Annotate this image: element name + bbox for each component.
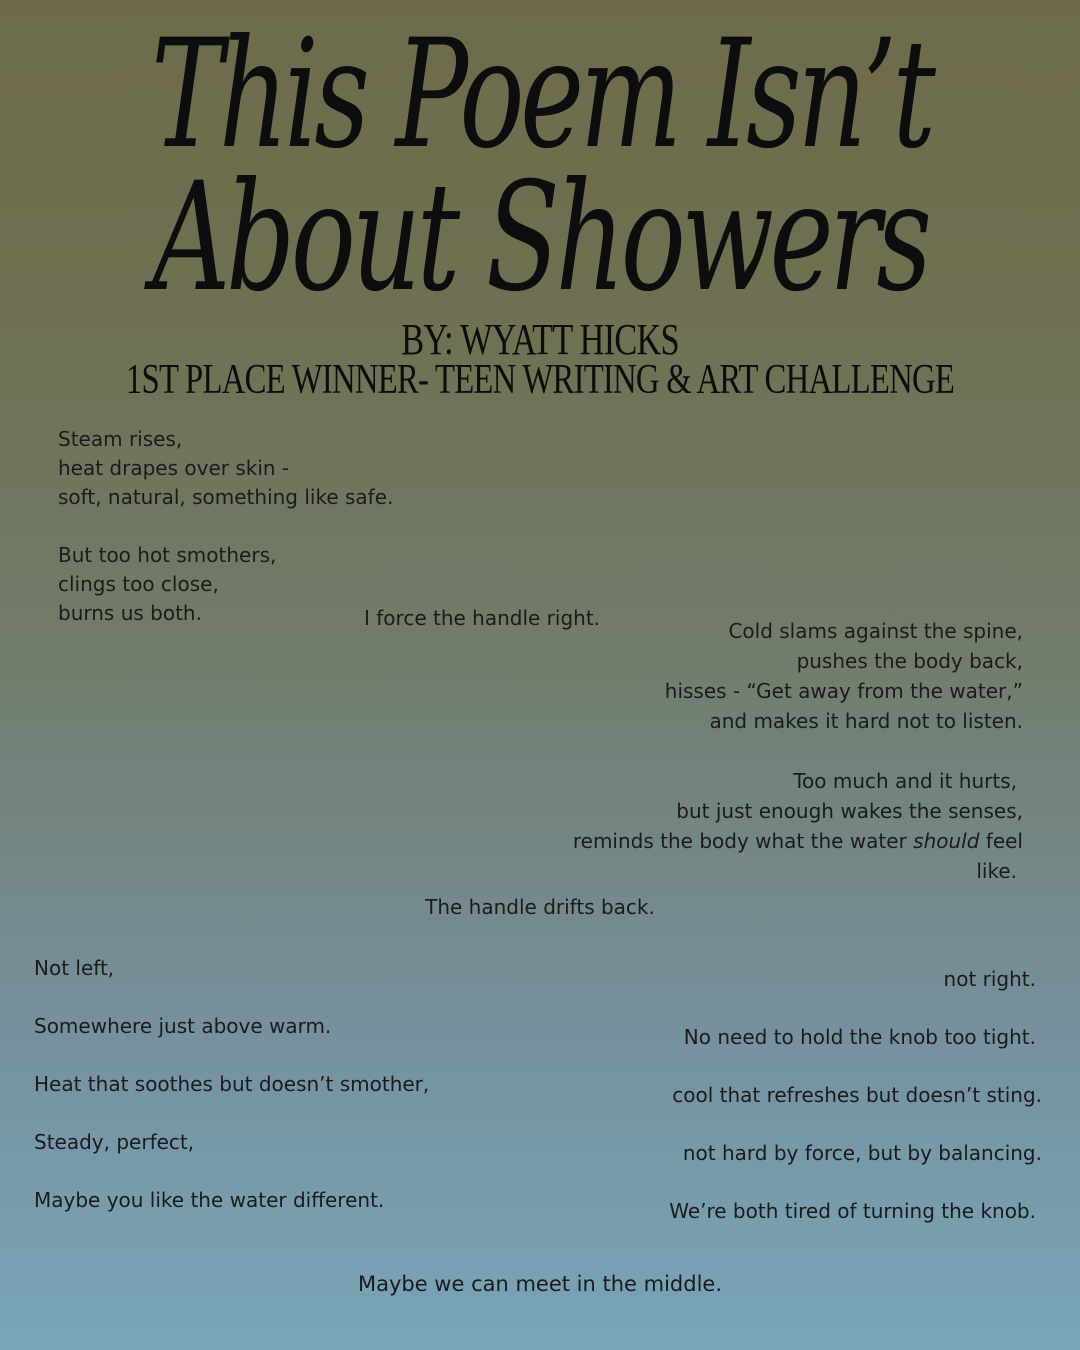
poem-line: Steam rises, (58, 427, 183, 451)
stanza-steam (58, 425, 393, 628)
poem-line: hisses - “Get away from the water,” (664, 679, 1023, 703)
poem-line: The handle drifts back. (425, 895, 655, 919)
drift-line (0, 893, 1080, 922)
poem-line: I force the handle right. (364, 606, 601, 630)
right-column (669, 965, 1042, 1226)
poem-line-part: feel (979, 829, 1023, 853)
poem-line: and makes it hard not to listen. (709, 709, 1023, 733)
poem-line: soft, natural, something like safe. (58, 485, 394, 509)
closing-line (0, 1270, 1080, 1299)
poem-line: Maybe you like the water different. (34, 1188, 385, 1212)
poem-line: but just enough wakes the senses, (676, 799, 1023, 823)
poem-line: We’re both tired of turning the knob. (669, 1199, 1036, 1223)
poem-line-part: reminds the body what the water (572, 829, 914, 853)
left-column (34, 954, 429, 1215)
poem-line: No need to hold the knob too tight. (683, 1025, 1036, 1049)
poem-line: clings too close, (58, 572, 219, 596)
emphasis-should: should (913, 829, 980, 853)
poem-line: like. (976, 859, 1017, 883)
poem-line: cool that refreshes but doesn’t sting. (672, 1083, 1042, 1107)
poem-line: not hard by force, but by balancing. (682, 1141, 1042, 1165)
poem-line: pushes the body back, (796, 649, 1023, 673)
poem-line: burns us both. (58, 601, 202, 625)
poem-title-line-1: This Poem Isn’t (151, 8, 932, 182)
poem-line: But too hot smothers, (58, 543, 277, 567)
author-byline: BY: WYATT HICKS (401, 315, 679, 364)
poem-line (573, 826, 1023, 856)
poem-title-line-2: About Showers (152, 151, 928, 325)
poem-line: not right. (943, 967, 1036, 991)
poem-line: Somewhere just above warm. (34, 1014, 332, 1038)
poem-line: Not left, (34, 956, 115, 980)
poem-line: Cold slams against the spine, (728, 619, 1023, 643)
poem-line: Maybe we can meet in the middle. (357, 1272, 723, 1296)
poem-line: Steady, perfect, (34, 1130, 195, 1154)
poem-line: Too much and it hurts, (793, 769, 1017, 793)
award-line: 1ST PLACE WINNER- TEEN WRITING & ART CHALLENGE (125, 357, 955, 403)
poem-line: heat drapes over skin - (58, 456, 290, 480)
poem-line: Heat that soothes but doesn’t smother, (34, 1072, 430, 1096)
stanza-cold (573, 616, 1023, 886)
force-line (364, 604, 600, 633)
